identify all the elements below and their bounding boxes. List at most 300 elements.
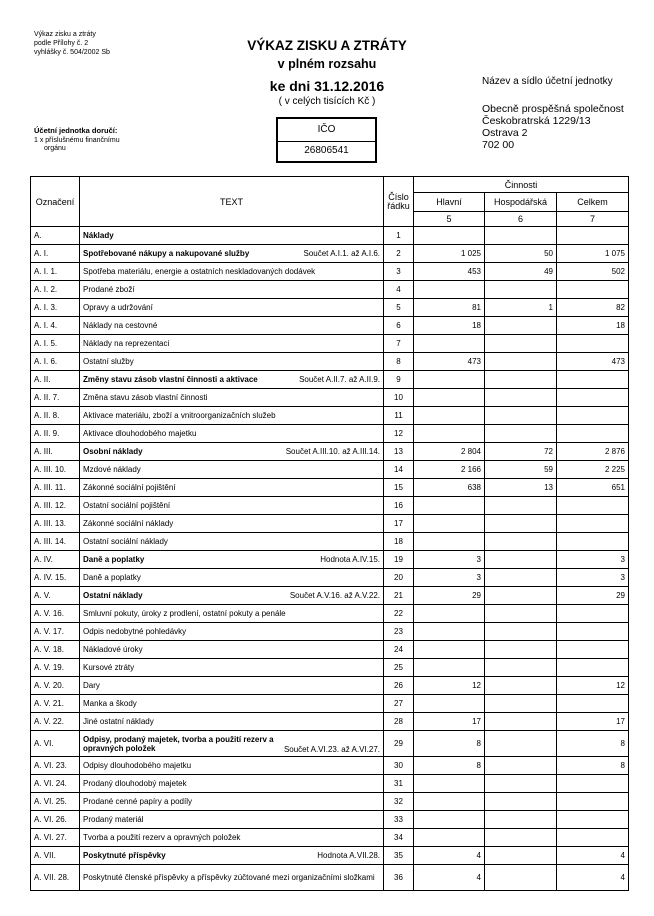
value-economic (485, 695, 557, 713)
value-economic (485, 533, 557, 551)
row-number: 9 (384, 371, 414, 389)
value-economic (485, 551, 557, 569)
value-economic: 50 (485, 245, 557, 263)
col-number-7: 7 (557, 212, 629, 227)
row-code: A. VI. 23. (31, 757, 80, 775)
row-code: A. III. 10. (31, 461, 80, 479)
legal-line: vyhlášky č. 504/2002 Sb (34, 49, 110, 56)
table-row (31, 587, 629, 605)
row-number: 7 (384, 335, 414, 353)
value-economic (485, 731, 557, 757)
value-economic (485, 317, 557, 335)
value-economic (485, 847, 557, 865)
report-date: ke dni 31.12.2016 (269, 78, 385, 94)
value-total (557, 775, 629, 793)
row-number: 14 (384, 461, 414, 479)
row-number: 5 (384, 299, 414, 317)
value-main (414, 775, 485, 793)
row-code: A. II. 9. (31, 425, 80, 443)
value-total: 502 (557, 263, 629, 281)
row-text-cell (80, 587, 384, 605)
value-total: 2 225 (557, 461, 629, 479)
delivery-title: Účetní jednotka doručí: (34, 126, 118, 135)
row-code: A. II. 8. (31, 407, 80, 425)
row-text: Odpis nedobytné pohledávky (83, 627, 187, 636)
table-row (31, 569, 629, 587)
row-code: A. I. (31, 245, 80, 263)
row-text: Poskytnuté příspěvky (83, 851, 166, 860)
value-economic (485, 407, 557, 425)
value-main: 81 (414, 299, 485, 317)
entity-label: Název a sídlo účetní jednotky (482, 76, 613, 87)
row-number: 15 (384, 479, 414, 497)
value-economic (485, 793, 557, 811)
entity-line: Obecně prospěšná společnost (482, 103, 624, 115)
value-main: 3 (414, 551, 485, 569)
row-text: Odpisy dlouhodobého majetku (83, 761, 192, 770)
value-main: 2 166 (414, 461, 485, 479)
table-row (31, 515, 629, 533)
row-text: Opravy a udržování (83, 303, 153, 312)
value-main (414, 533, 485, 551)
value-main: 4 (414, 865, 485, 891)
row-number: 27 (384, 695, 414, 713)
value-total (557, 829, 629, 847)
row-text: Smluvní pokuty, úroky z prodlení, ostatní pokuty a penále (83, 609, 286, 618)
row-text: Ostatní sociální pojištění (83, 501, 171, 510)
row-number: 28 (384, 713, 414, 731)
value-economic (485, 425, 557, 443)
row-text-cell (80, 515, 384, 533)
ico-box (276, 117, 377, 163)
row-number: 30 (384, 757, 414, 775)
value-total (557, 425, 629, 443)
value-main (414, 623, 485, 641)
ico-value: 26806541 (304, 145, 349, 156)
row-text-cell (80, 677, 384, 695)
value-main: 1 025 (414, 245, 485, 263)
table-row (31, 245, 629, 263)
value-total: 1 075 (557, 245, 629, 263)
row-text-cell (80, 793, 384, 811)
table-row (31, 281, 629, 299)
row-code: A. VI. 24. (31, 775, 80, 793)
value-total: 8 (557, 731, 629, 757)
col-header-total: Celkem (557, 193, 629, 212)
row-text: Spotřeba materiálu, energie a ostatních neskladovaných dodávek (83, 267, 316, 276)
row-number: 8 (384, 353, 414, 371)
value-total: 17 (557, 713, 629, 731)
value-economic (485, 757, 557, 775)
row-number: 12 (384, 425, 414, 443)
value-main (414, 227, 485, 245)
row-sum-label: Součet A.III.10. až A.III.14. (285, 447, 380, 456)
row-text: Prodaný materiál (83, 815, 144, 824)
row-code: A. I. 1. (31, 263, 80, 281)
row-number: 21 (384, 587, 414, 605)
value-economic (485, 227, 557, 245)
row-code: A. VI. (31, 731, 80, 757)
row-sum-label: Součet A.VI.23. až A.VI.27. (283, 745, 380, 754)
row-text-cell (80, 757, 384, 775)
row-code: A. III. 12. (31, 497, 80, 515)
value-main (414, 793, 485, 811)
value-total: 29 (557, 587, 629, 605)
report-subtitle: v plném rozsahu (277, 57, 377, 71)
row-number: 17 (384, 515, 414, 533)
row-text-cell (80, 263, 384, 281)
row-text: Spotřebované nákupy a nakupované služby (83, 249, 250, 258)
row-text: Náklady na reprezentaci (83, 339, 170, 348)
row-text-cell (80, 227, 384, 245)
row-text: Prodaný dlouhodobý majetek (83, 779, 187, 788)
value-economic (485, 775, 557, 793)
value-total (557, 659, 629, 677)
row-code: A. IV. (31, 551, 80, 569)
value-total (557, 533, 629, 551)
row-text-cell (80, 713, 384, 731)
value-economic (485, 659, 557, 677)
row-code: A. III. 14. (31, 533, 80, 551)
col-header-economic: Hospodářská (485, 193, 557, 212)
value-total (557, 281, 629, 299)
table-row (31, 677, 629, 695)
value-economic (485, 829, 557, 847)
table-row (31, 443, 629, 461)
row-number: 2 (384, 245, 414, 263)
row-sum-label: Hodnota A.IV.15. (320, 555, 380, 564)
value-total (557, 641, 629, 659)
value-total (557, 623, 629, 641)
value-economic (485, 713, 557, 731)
value-economic (485, 335, 557, 353)
value-total: 18 (557, 317, 629, 335)
col-header-code: Označení (31, 177, 80, 227)
value-economic (485, 497, 557, 515)
row-text-cell (80, 245, 384, 263)
value-economic (485, 371, 557, 389)
row-number: 35 (384, 847, 414, 865)
row-code: A. V. 20. (31, 677, 80, 695)
row-number: 10 (384, 389, 414, 407)
value-economic (485, 605, 557, 623)
value-total (557, 605, 629, 623)
value-main (414, 811, 485, 829)
row-text-cell (80, 497, 384, 515)
row-code: A. (31, 227, 80, 245)
row-text-cell (80, 641, 384, 659)
value-total: 8 (557, 757, 629, 775)
value-main: 8 (414, 731, 485, 757)
value-main (414, 281, 485, 299)
table-row (31, 407, 629, 425)
value-economic (485, 569, 557, 587)
row-text-cell (80, 847, 384, 865)
value-economic: 13 (485, 479, 557, 497)
col-header-activities: Činnosti (414, 177, 629, 193)
value-main: 18 (414, 317, 485, 335)
table-row (31, 497, 629, 515)
delivery-line: 1 x příslušnému finančnímu (34, 137, 120, 144)
row-number: 18 (384, 533, 414, 551)
value-economic (485, 353, 557, 371)
value-total: 12 (557, 677, 629, 695)
table-row (31, 623, 629, 641)
row-text-cell (80, 389, 384, 407)
table-row (31, 317, 629, 335)
value-total (557, 793, 629, 811)
value-main: 473 (414, 353, 485, 371)
row-number: 22 (384, 605, 414, 623)
row-text-cell (80, 353, 384, 371)
table-row (31, 829, 629, 847)
row-code: A. V. 18. (31, 641, 80, 659)
row-code: A. I. 4. (31, 317, 80, 335)
value-main: 638 (414, 479, 485, 497)
row-text: Prodané zboží (83, 285, 135, 294)
row-number: 32 (384, 793, 414, 811)
row-code: A. V. 19. (31, 659, 80, 677)
table-row (31, 461, 629, 479)
value-total (557, 407, 629, 425)
row-text: Prodané cenné papíry a podíly (83, 797, 192, 806)
row-code: A. IV. 15. (31, 569, 80, 587)
value-main: 453 (414, 263, 485, 281)
row-text: Tvorba a použití rezerv a opravných položek (83, 833, 241, 842)
table-row (31, 659, 629, 677)
value-total: 651 (557, 479, 629, 497)
value-main (414, 641, 485, 659)
value-main (414, 371, 485, 389)
row-code: A. VI. 26. (31, 811, 80, 829)
table-row (31, 695, 629, 713)
value-economic (485, 865, 557, 891)
row-text-cell (80, 443, 384, 461)
table-row (31, 865, 629, 891)
row-sum-label: Součet A.V.16. až A.V.22. (289, 591, 380, 600)
delivery-line: orgánu (44, 145, 66, 152)
table-row (31, 533, 629, 551)
value-economic (485, 677, 557, 695)
row-code: A. VI. 25. (31, 793, 80, 811)
table-row (31, 757, 629, 775)
value-main (414, 407, 485, 425)
row-text: Jiné ostatní náklady (83, 717, 154, 726)
row-number: 31 (384, 775, 414, 793)
row-text: Náklady (83, 231, 114, 240)
value-main (414, 389, 485, 407)
row-text: Odpisy, prodaný majetek, tvorba a použití rezerv a opravných položek (83, 734, 274, 753)
row-text-cell (80, 695, 384, 713)
row-text-cell (80, 281, 384, 299)
value-total (557, 497, 629, 515)
row-sum-label: Součet A.I.1. až A.I.6. (303, 249, 380, 258)
row-text: Změna stavu zásob vlastní činnosti (83, 393, 208, 402)
value-total (557, 371, 629, 389)
value-total: 3 (557, 569, 629, 587)
row-number: 4 (384, 281, 414, 299)
value-main (414, 515, 485, 533)
value-economic: 59 (485, 461, 557, 479)
value-main: 29 (414, 587, 485, 605)
table-row (31, 299, 629, 317)
row-number: 20 (384, 569, 414, 587)
report-title: VÝKAZ ZISKU A ZTRÁTY (247, 38, 407, 53)
value-economic (485, 641, 557, 659)
col-header-main: Hlavní (414, 193, 485, 212)
value-main (414, 829, 485, 847)
value-main: 3 (414, 569, 485, 587)
value-total (557, 515, 629, 533)
table-row (31, 713, 629, 731)
row-text: Ostatní sociální náklady (83, 537, 168, 546)
row-code: A. I. 5. (31, 335, 80, 353)
col-header-text: TEXT (80, 177, 384, 227)
row-sum-label: Součet A.II.7. až A.II.9. (299, 375, 380, 384)
row-code: A. VII. 28. (31, 865, 80, 891)
table-row (31, 263, 629, 281)
table-row (31, 389, 629, 407)
value-economic (485, 623, 557, 641)
table-row (31, 605, 629, 623)
row-text-cell (80, 569, 384, 587)
row-number: 29 (384, 731, 414, 757)
value-main (414, 659, 485, 677)
col-number-6: 6 (485, 212, 557, 227)
table-row (31, 793, 629, 811)
row-text-cell (80, 605, 384, 623)
table-row (31, 479, 629, 497)
value-total: 3 (557, 551, 629, 569)
value-total (557, 227, 629, 245)
row-code: A. III. 13. (31, 515, 80, 533)
row-number: 3 (384, 263, 414, 281)
row-text: Daně a poplatky (83, 555, 145, 564)
row-sum-label: Hodnota A.VII.28. (317, 851, 380, 860)
row-text-cell (80, 533, 384, 551)
profit-loss-table (30, 176, 629, 891)
value-main: 4 (414, 847, 485, 865)
table-row (31, 811, 629, 829)
row-text-cell (80, 659, 384, 677)
value-total (557, 335, 629, 353)
entity-line: Ostrava 2 (482, 127, 528, 139)
row-text-cell (80, 335, 384, 353)
value-total (557, 389, 629, 407)
row-number: 6 (384, 317, 414, 335)
row-code: A. V. 22. (31, 713, 80, 731)
value-economic (485, 811, 557, 829)
row-text: Manka a škody (83, 699, 137, 708)
row-code: A. V. 17. (31, 623, 80, 641)
value-main (414, 695, 485, 713)
row-text-cell (80, 829, 384, 847)
row-text: Dary (83, 681, 100, 690)
row-text: Aktivace materiálu, zboží a vnitroorganizačních služeb (83, 411, 276, 420)
value-total: 2 876 (557, 443, 629, 461)
value-total: 4 (557, 847, 629, 865)
row-code: A. I. 6. (31, 353, 80, 371)
table-row (31, 641, 629, 659)
value-main: 8 (414, 757, 485, 775)
row-number: 36 (384, 865, 414, 891)
value-total: 82 (557, 299, 629, 317)
row-text-cell (80, 299, 384, 317)
row-text: Ostatní náklady (83, 591, 143, 600)
entity-address (482, 103, 624, 151)
entity-line: 702 00 (482, 139, 515, 151)
entity-line: Českobratrská 1229/13 (482, 115, 591, 127)
row-number: 1 (384, 227, 414, 245)
value-main (414, 497, 485, 515)
row-code: A. VI. 27. (31, 829, 80, 847)
row-number: 23 (384, 623, 414, 641)
col-header-row-number: Číslo řádku (384, 177, 414, 227)
value-total (557, 695, 629, 713)
legal-line: Výkaz zisku a ztráty (34, 31, 96, 38)
row-text-cell (80, 623, 384, 641)
value-economic (485, 587, 557, 605)
row-code: A. V. 21. (31, 695, 80, 713)
row-text: Kursové ztráty (83, 663, 135, 672)
row-text-cell (80, 371, 384, 389)
row-text-cell (80, 775, 384, 793)
row-text-cell (80, 461, 384, 479)
value-main: 12 (414, 677, 485, 695)
row-number: 13 (384, 443, 414, 461)
row-code: A. III. (31, 443, 80, 461)
row-text-cell (80, 731, 384, 757)
row-code: A. II. (31, 371, 80, 389)
value-economic (485, 389, 557, 407)
row-text: Zákonné sociální pojištění (83, 483, 176, 492)
row-text: Poskytnuté členské příspěvky a příspěvky zúčtované mezi organizačními složkami (83, 873, 375, 882)
value-main: 2 804 (414, 443, 485, 461)
table-row (31, 731, 629, 757)
value-economic: 1 (485, 299, 557, 317)
value-main (414, 425, 485, 443)
row-number: 33 (384, 811, 414, 829)
value-economic: 72 (485, 443, 557, 461)
row-text-cell (80, 811, 384, 829)
ico-label: IČO (278, 119, 375, 142)
row-text-cell (80, 865, 384, 891)
table-row (31, 371, 629, 389)
row-text: Daně a poplatky (83, 573, 141, 582)
row-code: A. I. 2. (31, 281, 80, 299)
value-economic (485, 515, 557, 533)
table-row (31, 353, 629, 371)
row-text: Zákonné sociální náklady (83, 519, 174, 528)
row-text-cell (80, 407, 384, 425)
table-row (31, 227, 629, 245)
row-text-cell (80, 425, 384, 443)
delivery-text (34, 137, 144, 153)
row-text-cell (80, 551, 384, 569)
value-economic: 49 (485, 263, 557, 281)
table-row (31, 335, 629, 353)
value-main (414, 335, 485, 353)
row-number: 24 (384, 641, 414, 659)
row-code: A. V. (31, 587, 80, 605)
row-text: Osobní náklady (83, 447, 143, 456)
row-text: Aktivace dlouhodobého majetku (83, 429, 197, 438)
row-text: Nákladové úroky (83, 645, 143, 654)
row-text: Ostatní služby (83, 357, 134, 366)
row-number: 19 (384, 551, 414, 569)
table-row (31, 847, 629, 865)
row-text: Mzdové náklady (83, 465, 141, 474)
